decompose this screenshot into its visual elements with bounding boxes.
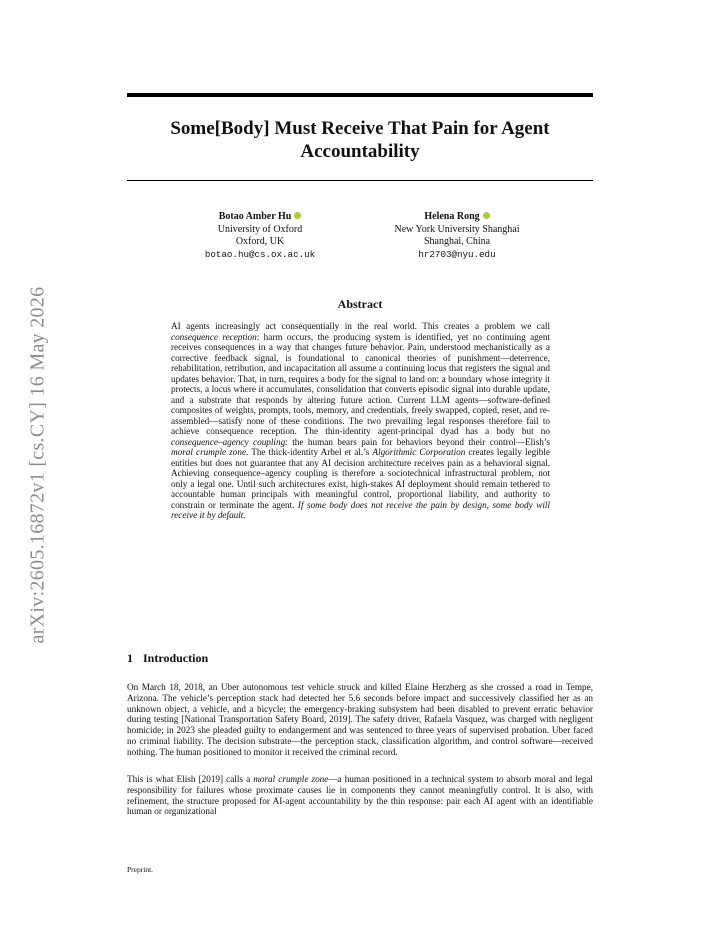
abstract-emphasis: Algorithmic Corporation — [372, 447, 466, 457]
paragraph-text: On March 18, 2018, an Uber autonomous test vehicle struck and killed Elaine Herzberg as she crossed a road in Tempe, Arizona. The vehicle’s perception stack had detected her 5.6 seconds before impact and successively classified her as an unknown object, a vehicle, and a bicycle; the emergency-braking subsystem had been disabled to prevent erratic behavior during testing [National Transportation Safety Board, 2019]. The safety driver, Rafaela Vasquez, was charged with negligent homicide; in 2023 she pleaded guilty to endangerment and was sentenced to three years of supervised probation. Uber faced no criminal liability. The decision substrate—the perception stack, classification algorithm, and control software—received nothing. The human positioned to monitor it received the criminal record. — [127, 682, 593, 757]
author-name: Helena Rong — [424, 211, 480, 222]
abstract-text: AI agents increasingly act consequentially in the real world. This creates a problem we call — [171, 321, 550, 331]
section-heading — [127, 651, 208, 666]
author-email[interactable]: hr2703@nyu.edu — [418, 248, 496, 260]
author-name: Botao Amber Hu — [218, 211, 292, 222]
abstract-emphasis: If some body does not receive the pain by design, some body will receive it by default. — [171, 499, 550, 520]
footer-note: Preprint. — [127, 865, 154, 874]
abstract-text: creates legally legible entities but does not guarantee that any AI decision architecture receives pain as a behavioral signal. Achieving consequence–agency coupling is therefore a sociotechnical infrastructural problem, not only a legal one. Until such architectures exist, high-stakes AI deployment should remain tethered to accountable human principals with meaningful control, proportional liability, and authority to constrain or terminate the agent. — [171, 447, 550, 510]
paper-title: Some[Body] Must Receive That Pain for Agent Accountability — [170, 118, 550, 162]
paragraph-emphasis: moral crumple zone — [253, 774, 329, 784]
abstract-emphasis: moral crumple zone — [171, 447, 247, 457]
title-top-rule — [127, 93, 593, 97]
abstract-emphasis: consequence reception — [171, 331, 257, 342]
author-affiliation: University of Oxford — [217, 223, 303, 235]
body-paragraph-2 — [127, 774, 593, 817]
abstract-text: : the human bears pain for behaviors beyond their control—Elish’s — [285, 436, 550, 447]
section-number: 1 — [127, 651, 133, 665]
author-location: Oxford, UK — [235, 236, 285, 248]
abstract-text: . The thick-identity Arbel et al.’s — [246, 447, 373, 457]
orcid-icon[interactable] — [483, 212, 490, 219]
section-title: Introduction — [143, 651, 209, 665]
abstract-body — [171, 321, 550, 521]
author-block-1 — [170, 211, 350, 261]
author-email[interactable]: botao.hu@cs.ox.ac.uk — [204, 248, 316, 260]
abstract-heading: Abstract — [337, 297, 383, 311]
author-affiliation: New York University Shanghai — [394, 223, 520, 235]
arxiv-identifier: arXiv:2605.16872v1 [cs.CY] 16 May 2026 — [26, 286, 49, 644]
body-paragraph-1 — [127, 682, 593, 758]
author-block-2 — [367, 211, 547, 261]
orcid-icon[interactable] — [294, 212, 301, 219]
paragraph-text: —a human positioned in a technical system to absorb moral and legal responsibility for failures whose proximate causes lie in components they cannot meaningfully control. It is also, with refinement, the structure proposed for AI-agent accountability by the thin response: pair each AI agent with an identifiable human or organizational — [127, 774, 593, 817]
paragraph-text: This is what Elish [2019] calls a — [127, 774, 254, 784]
author-location: Shanghai, China — [423, 236, 491, 248]
abstract-text: : harm occurs, the producing system is identified, yet no continuing agent receives consequences in a way that changes future behavior. Pain, understood mechanistically as a corrective feedback signal, is foundational to canonical theories of punishment—deterrence, rehabilitation, retribution, and incapacitation all assume a continuing locus that registers the signal and updates behavior. That, in turn, requires a body for the signal to land on: a boundary whose integrity it protects, a locus where it accumulates, consolidation that converts episodic signal into durable update, and a substrate that responds by altering future action. Current LLM agents—software-defined composites of weights, prompts, tools, memory, and credentials, freely swapped, copied, reset, and re-assembled—satisfy none of these conditions. The two prevailing legal responses therefore fail to achieve consequence reception. The thin-identity agent-principal dyad has a body but no — [171, 331, 550, 436]
title-bottom-rule — [127, 180, 593, 181]
abstract-emphasis: consequence–agency coupling — [171, 436, 286, 447]
